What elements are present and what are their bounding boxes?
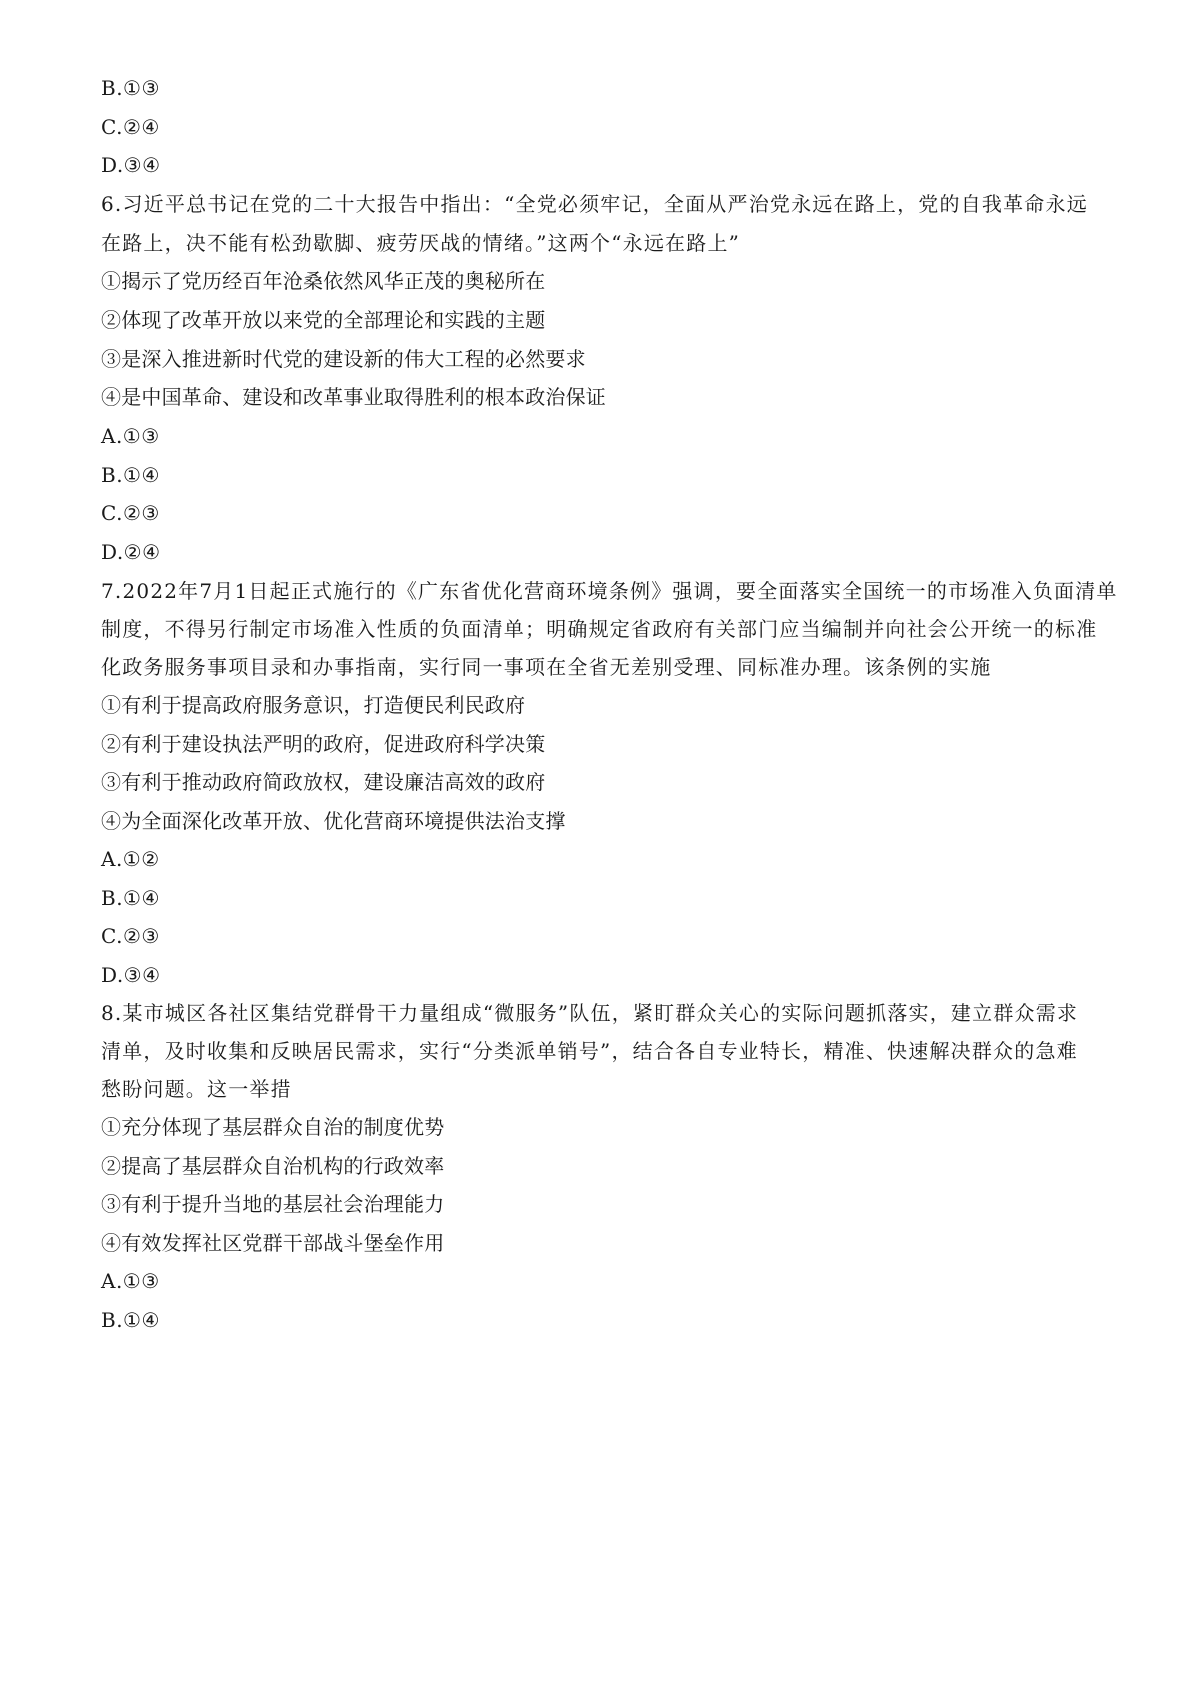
question-8-stem-line-3: 愁盼问题。这一举措 [101, 1077, 292, 1101]
question-7-stem-line-1: 7.2022年7月1日起正式施行的《广东省优化营商环境条例》强调，要全面落实全国统一的市场准入负面清单 [101, 579, 1118, 603]
question-7-option-b: B.①④ [101, 886, 160, 910]
question-7-option-a: A.①② [101, 847, 160, 871]
question-6-statement-4: ④是中国革命、建设和改革事业取得胜利的根本政治保证 [101, 385, 606, 409]
option-b: B.①③ [101, 76, 160, 100]
question-6-option-c: C.②③ [101, 501, 160, 525]
question-7-statement-4: ④为全面深化改革开放、优化营商环境提供法治支撑 [101, 809, 566, 833]
question-8-option-a: A.①③ [101, 1269, 160, 1293]
question-6-statement-2: ②体现了改革开放以来党的全部理论和实践的主题 [101, 308, 546, 332]
question-6-option-a: A.①③ [101, 424, 160, 448]
question-6-statement-3: ③是深入推进新时代党的建设新的伟大工程的必然要求 [101, 347, 586, 371]
question-8-option-b: B.①④ [101, 1308, 160, 1332]
question-8-statement-4: ④有效发挥社区党群干部战斗堡垒作用 [101, 1231, 445, 1255]
question-7-statement-3: ③有利于推动政府简政放权，建设廉洁高效的政府 [101, 770, 546, 794]
question-6-statement-1: ①揭示了党历经百年沧桑依然风华正茂的奥秘所在 [101, 269, 546, 293]
question-7-option-c: C.②③ [101, 924, 160, 948]
question-6-stem-line-2: 在路上，决不能有松劲歇脚、疲劳厌战的情绪。”这两个“永远在路上” [101, 231, 741, 255]
question-8-stem-line-1: 8.某市城区各社区集结党群骨干力量组成“微服务”队伍，紧盯群众关心的实际问题抓落实，建立群众需求 [101, 1001, 1079, 1025]
question-8-statement-1: ①充分体现了基层群众自治的制度优势 [101, 1115, 445, 1139]
question-8-statement-2: ②提高了基层群众自治机构的行政效率 [101, 1154, 445, 1178]
option-d: D.③④ [101, 153, 161, 177]
question-7-stem-line-3: 化政务服务事项目录和办事指南，实行同一事项在全省无差别受理、同标准办理。该条例的实施 [101, 655, 992, 679]
question-7-statement-1: ①有利于提高政府服务意识，打造便民利民政府 [101, 693, 526, 717]
question-7-option-d: D.③④ [101, 963, 161, 987]
question-7-statement-2: ②有利于建设执法严明的政府，促进政府科学决策 [101, 732, 546, 756]
question-7-stem-line-2: 制度，不得另行制定市场准入性质的负面清单；明确规定省政府有关部门应当编制并向社会公开统一的标准 [101, 617, 1098, 641]
question-8-stem-line-2: 清单，及时收集和反映居民需求，实行“分类派单销号”，结合各自专业特长，精准、快速解决群众的急难 [101, 1039, 1078, 1063]
question-6-option-b: B.①④ [101, 463, 160, 487]
question-6-stem-line-1: 6.习近平总书记在党的二十大报告中指出：“全党必须牢记，全面从严治党永远在路上，党的自我革命永远 [101, 192, 1088, 216]
option-c: C.②④ [101, 115, 160, 139]
question-8-statement-3: ③有利于提升当地的基层社会治理能力 [101, 1192, 445, 1216]
question-6-option-d: D.②④ [101, 540, 161, 564]
